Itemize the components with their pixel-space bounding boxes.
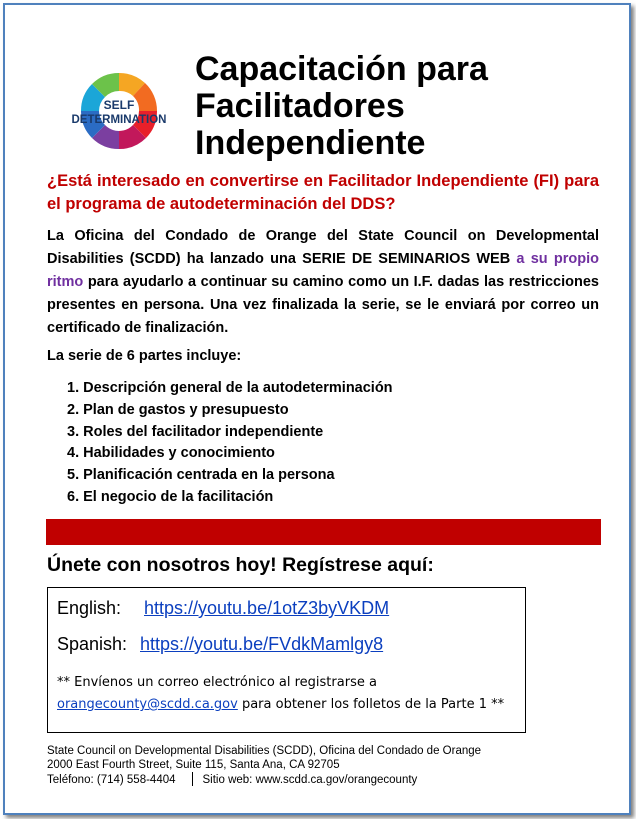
logo-text-determination: DETERMINATION xyxy=(71,114,167,126)
footer-phone: Teléfono: (714) 558-4404 xyxy=(47,774,176,786)
english-row xyxy=(57,598,389,619)
title-line-1: Capacitación para xyxy=(195,50,488,88)
spanish-link[interactable]: https://youtu.be/FVdkMamlgy8 xyxy=(140,634,384,654)
footer-contact xyxy=(47,772,607,788)
email-link[interactable]: orangecounty@scdd.ca.gov xyxy=(57,697,238,712)
footer-org: State Council on Developmental Disabilities (SCDD), Oficina del Condado de Orange xyxy=(47,745,482,757)
list-item: 1. Descripción general de la autodeterminación xyxy=(67,380,393,396)
title-line-3: Independiente xyxy=(195,124,426,162)
list-item: 2. Plan de gastos y presupuesto xyxy=(67,401,289,418)
title-line-2: Facilitadores xyxy=(195,87,405,125)
join-heading: Únete con nosotros hoy! Regístrese aquí: xyxy=(47,554,434,576)
note-text-after: para obtener los folletos de la Parte 1 ** xyxy=(237,697,505,712)
english-link[interactable]: https://youtu.be/1otZ3byVKDM xyxy=(144,598,390,618)
red-divider-bar xyxy=(46,519,601,545)
email-note xyxy=(57,672,517,716)
intro-paragraph xyxy=(47,225,599,340)
list-item: 4. Habilidades y conocimiento xyxy=(67,445,275,462)
note-text-before: ** Envíenos un correo electrónico al registrarse a xyxy=(57,675,377,690)
registration-box xyxy=(47,587,526,733)
parts-list xyxy=(67,378,393,509)
list-item: 5. Planificación centrada en la persona xyxy=(67,467,335,484)
logo-text-self: SELF xyxy=(103,98,135,112)
intro-text-1: La Oficina del Condado de Orange del State Council on Developmental Disabilities (SCDD) ha lanzado una SERIE DE SEMINARIOS WEB xyxy=(47,228,599,267)
headline-question: ¿Está interesado en convertirse en Facilitador Independiente (FI) para el programa de autodeterminación del DDS? xyxy=(47,172,599,213)
spanish-row xyxy=(57,634,383,655)
series-label: La serie de 6 partes incluye: xyxy=(47,348,242,364)
english-label: English: xyxy=(57,598,122,618)
footer-website: Sitio web: www.scdd.ca.gov/orangecounty xyxy=(202,774,418,786)
page-frame xyxy=(3,3,631,815)
footer-separator xyxy=(192,772,193,786)
intro-highlight: a su propio ritmo xyxy=(47,251,599,290)
page-title xyxy=(195,51,615,162)
self-determination-logo xyxy=(57,71,181,151)
spanish-label: Spanish: xyxy=(57,634,128,654)
footer xyxy=(47,745,607,788)
footer-address: 2000 East Fourth Street, Suite 115, Santa Ana, CA 92705 xyxy=(47,758,340,771)
intro-text-2: para ayudarlo a continuar su camino como un I.F. dadas las restricciones presentes en persona. Una vez finalizada la serie, se le enviará por correo un certificado de finalización. xyxy=(47,274,599,336)
list-item: 3. Roles del facilitador independiente xyxy=(67,423,324,440)
list-item: 6. El negocio de la facilitación xyxy=(67,488,274,505)
